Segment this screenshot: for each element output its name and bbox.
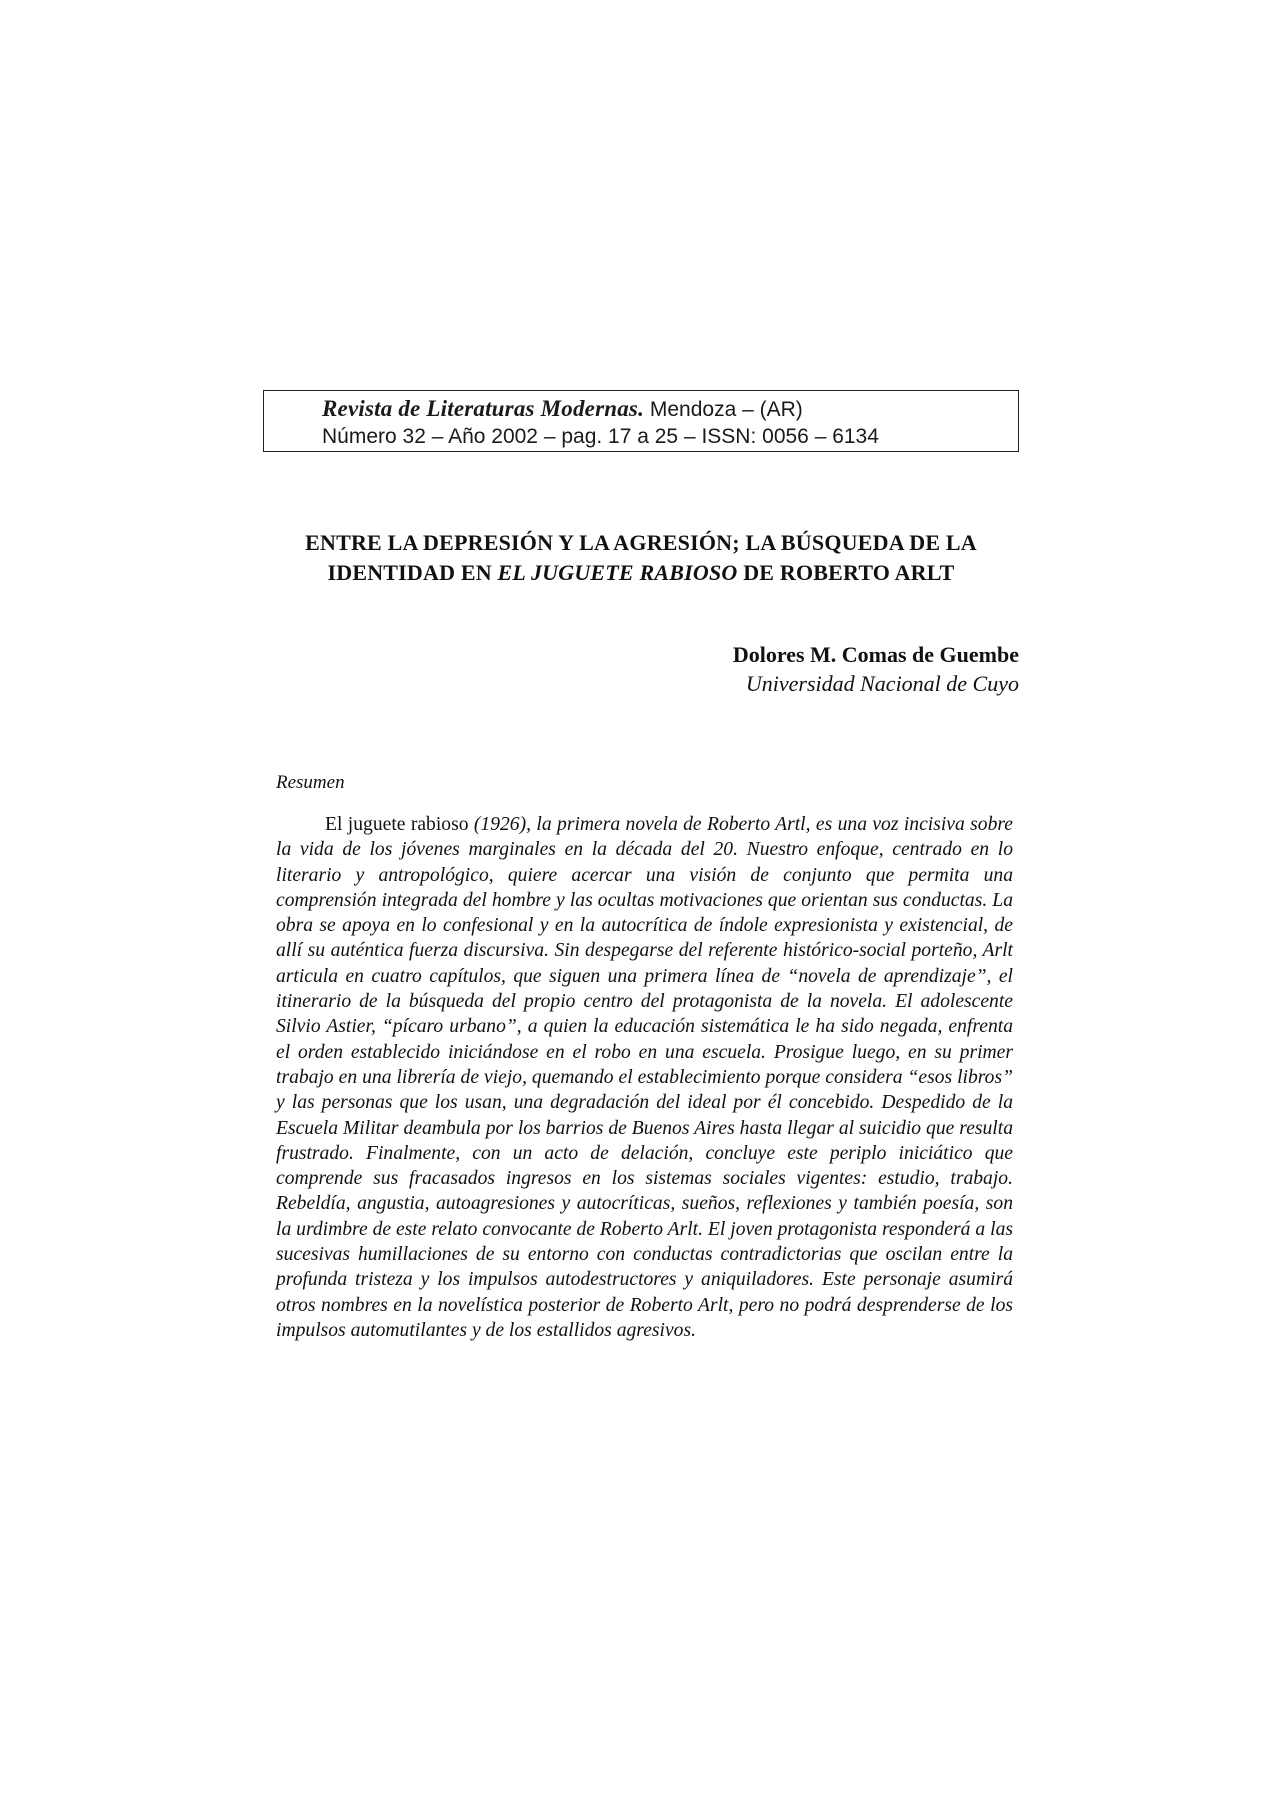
journal-header-line-1 — [322, 395, 1018, 423]
article-title — [263, 528, 1019, 588]
journal-header-box — [263, 390, 1019, 452]
journal-issue-line: Número 32 – Año 2002 – pag. 17 a 25 – ISSN: 0056 – 6134 — [322, 425, 879, 448]
author-block — [733, 640, 1019, 698]
article-title-italic: EL JUGUETE RABIOSO — [497, 560, 738, 585]
journal-name: Revista de Literaturas Modernas. — [322, 396, 645, 421]
abstract-label: Resumen — [276, 772, 345, 793]
journal-location: Mendoza – (AR) — [644, 398, 803, 421]
abstract-paragraph — [276, 812, 1013, 1343]
author-affiliation: Universidad Nacional de Cuyo — [745, 671, 1019, 696]
author-name: Dolores M. Comas de Guembe — [732, 642, 1019, 667]
article-title-part1: ENTRE LA DEPRESIÓN Y LA AGRESIÓN; LA BÚSQUEDA DE LA IDENTIDAD EN — [305, 530, 977, 585]
article-title-part2: DE ROBERTO ARLT — [737, 560, 955, 585]
abstract-body: (1926), la primera novela de Roberto Artl, es una voz incisiva sobre la vida de los jóvenes marginales en la década del 20. Nuestro enfoque, centrado en lo literario y antropológico, quiere acercar una visión de conjunto que permita una comprensión integrada del hombre y las ocultas motivaciones que orientan sus conductas. La obra se apoya en lo confesional y en la autocrítica de índole expresionista y existencial, de allí su auténtica fuerza discursiva. Sin despegarse del referente histórico-social porteño, Arlt articula en cuatro capítulos, que siguen una primera línea de “novela de aprendizaje”, el itinerario de la búsqueda del propio centro del protagonista de la novela. El adolescente Silvio Astier, “pícaro urbano”, a quien la educación sistemática le ha sido negada, enfrenta el orden establecido iniciándose en el robo en una escuela. Prosigue luego, en su primer trabajo en una librería de viejo, quemando el establecimiento porque considera “esos libros” y las personas que los usan, una degradación del ideal por él concebido. Despedido de la Escuela Militar deambula por los barrios de Buenos Aires hasta llegar al suicidio que resulta frustrado. Finalmente, con un acto de delación, concluye este periplo iniciático que comprende sus fracasados ingresos en los sistemas sociales vigentes: estudio, trabajo. Rebeldía, angustia, autoagresiones y autocríticas, sueños, reflexiones y también poesía, son la urdimbre de este relato convocante de Roberto Arlt. El joven protagonista responderá a las sucesivas humillaciones de su entorno con conductas contradictorias que oscilan entre la profunda tristeza y los impulsos autodestructores y aniquiladores. Este personaje asumirá otros nombres en la novelística posterior de Roberto Arlt, pero no podrá desprenderse de los impulsos automutilantes y de los estallidos agresivos. — [276, 814, 1013, 1341]
abstract-lead: El juguete rabioso — [325, 814, 474, 835]
